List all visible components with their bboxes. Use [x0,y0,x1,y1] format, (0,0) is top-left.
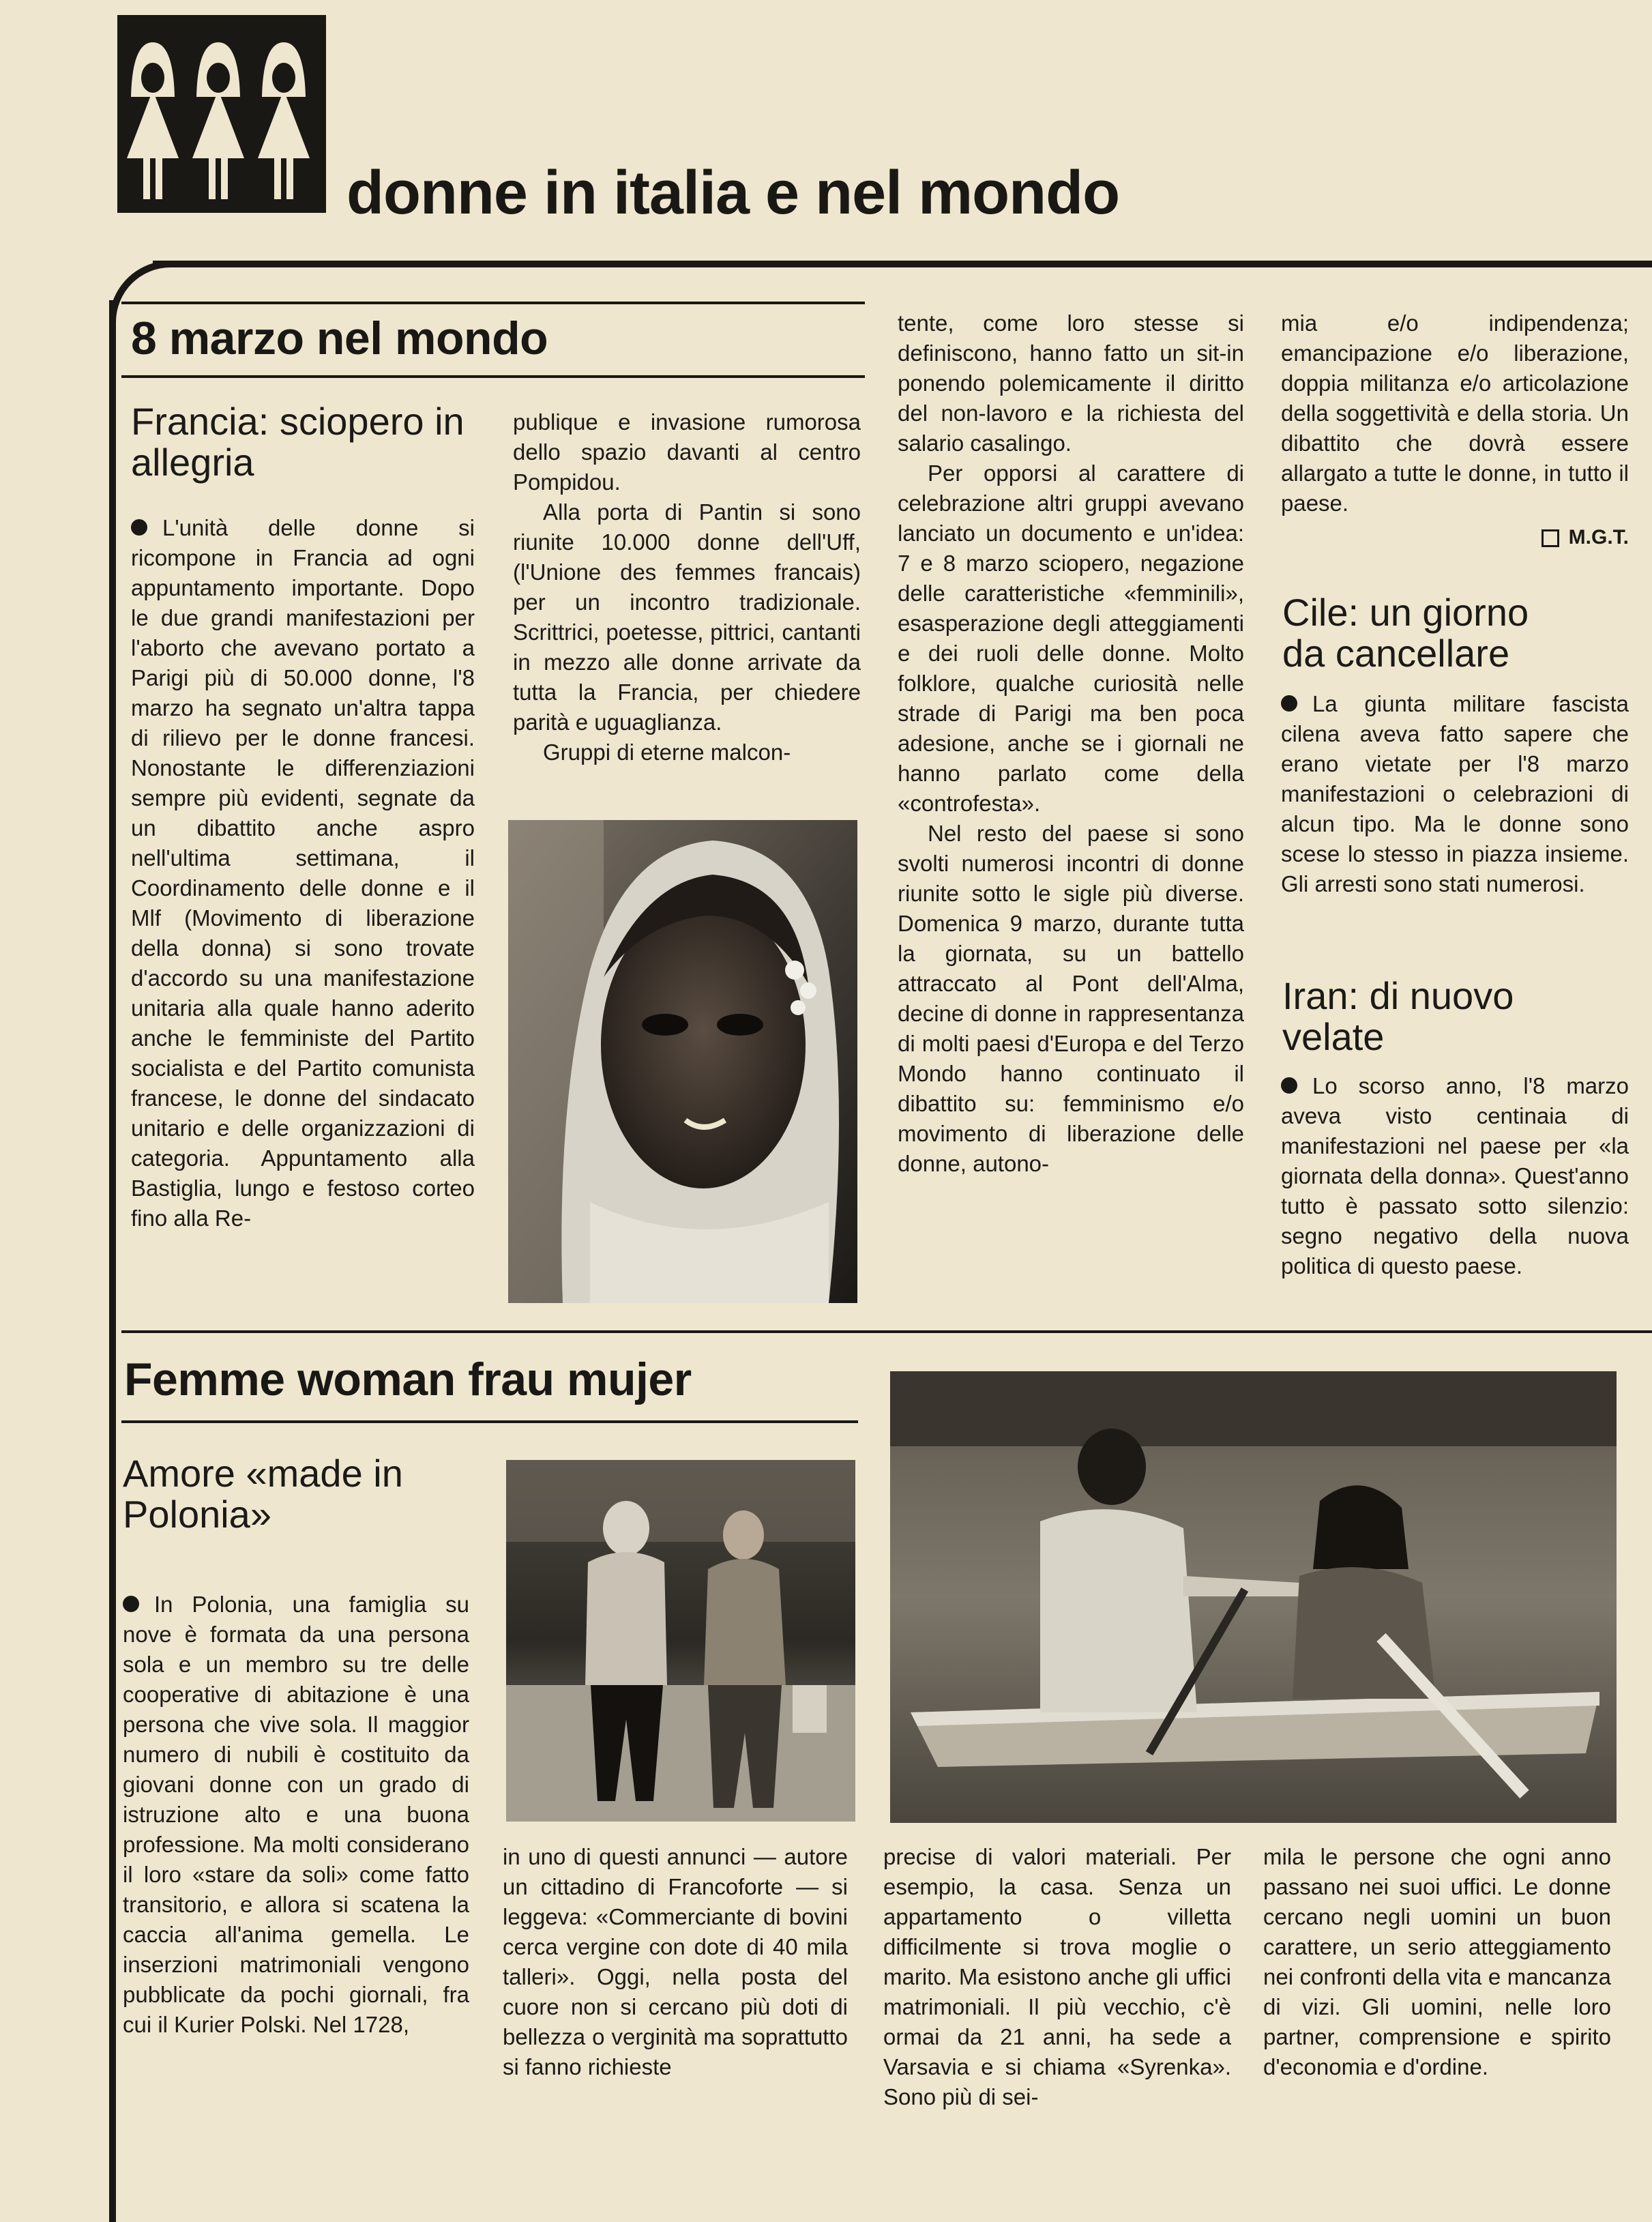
column-francia-2 [513,407,861,768]
francia-text-5: tente, come loro stesse si definiscono, hanno fatto un sit-in ponendo polemicamente il diritto del non-lavoro e la richiesta del salario casalingo. [898,310,1244,456]
article-headline-femme: Femme woman frau mujer [124,1354,692,1405]
column-polonia-1 [123,1590,469,2040]
subhead-cile: Cile: un giorno da cancellare [1282,591,1529,675]
francia-text-7: Nel resto del paese si sono svolti numerosi incontri di donne riunite sotto le sigle più diverse. Domenica 9 marzo, durante tutta la giornata, su un battello attraccato al Pont dell'Alma, decine di donne in rappresentanza di molti paesi d'Europa e del Terzo Mondo hanno continuato il dibattito su: femminismo e/o movimento di liberazione delle donne, autono- [898,821,1244,1176]
column-polonia-4 [1263,1842,1611,2082]
column-francia-3 [898,308,1244,1179]
column-polonia-3 [883,1842,1231,2112]
column-francia-1 [131,513,475,1233]
polonia-text-4: mila le persone che ogni anno passano nei suoi uffici. Le donne cercano negli uomini un buon carattere, un serio atteggiamento nei confronti della vita e mancanza di vizi. Gli uomini, nelle loro partner, comprensione e spirito d'economia e d'ordine. [1263,1844,1611,2079]
section-title: donne in italia e nel mondo [346,159,1120,227]
photo-couple-walking [506,1460,855,1822]
bullet-icon [131,519,147,536]
bullet-icon [1281,1077,1297,1094]
francia-text-1: L'unità delle donne si ricompone in Francia ad ogni appuntamento importante. Dopo le due grandi manifestazioni per l'aborto che avevano portato a Parigi più di 50.000 donne, l'8 marzo ha segnato un'altra tappa di rilievo per le donne francesi. Nonostante le differenziazioni sempre più evidenti, segnate da un dibattito anche aspro nell'ultima settimana, il Coordinamento delle donne e il Mlf (Movimento di liberazione della donna) si sono trovate d'accordo su una manifestazione unitaria alla quale hanno aderito anche le femministe del Partito socialista e del Partito comunista francese, le donne del sindacato unitario e delle organizzazioni di categoria. Appuntamento alla Bastiglia, lungo e festoso corteo fino alla Re- [131,515,475,1231]
polonia-text-2: in uno di questi annunci — autore un cittadino di Francoforte — si leggeva: «Commerciante di bovini cerca vergine con dote di 40 mila talleri». Oggi, nella posta del cuore non si cercano più doti di bellezza o verginità ma soprattutto si fanno richieste [503,1844,848,2079]
francia-text-8: mia e/o indipendenza; emancipazione e/o liberazione, doppia militanza e/o articolazione della soggettività e della storia. Un dibattito che dovrà essere allargato a tutte le donne, in tutto il paese. [1281,310,1629,516]
polonia-text-1: In Polonia, una famiglia su nove è formata da una persona sola e un membro su tre delle cooperative di abitazione è una persona che vive sola. Il maggior numero di nubili è costituito da giovani donne con un grado di istruzione alto e una buona professione. Ma molti considerano il loro «stare da soli» come fatto transitorio, e allora si scatena la caccia all'anima gemella. Le inserzioni matrimoniali vengono pubblicate da pochi giornali, fra cui il Kurier Polski. Nel 1728, [123,1592,469,2037]
column-iran [1281,1071,1629,1281]
square-icon [1542,529,1559,547]
cile-text: La giunta militare fascista cilena aveva fatto sapere che erano vietate per l'8 marzo manifestazioni o celebrazioni di alcun tipo. Ma le donne sono scese lo stesso in piazza insieme. Gli arresti sono stati numerosi. [1281,691,1629,896]
subhead-polonia: Amore «made in Polonia» [123,1452,403,1536]
headline-rule-bottom [121,375,865,378]
photo-couple-rowing-boat [890,1371,1617,1823]
signature: M.G.T. [1281,523,1629,553]
francia-text-3: Alla porta di Pantin si sono riunite 10.000 donne dell'Uff, (l'Unione des femmes francais) per un incontro tradizionale. Scrittrici, poetesse, pittrici, cantanti in mezzo alle donne arrivate da tutta la Francia, per chiedere parità e uguaglianza. [513,499,861,735]
subhead-francia: Francia: sciopero in allegria [131,400,464,484]
polonia-text-3: precise di valori materiali. Per esempio, la casa. Senza un appartamento o villetta difficilmente si trova moglie o marito. Ma esistono anche gli uffici matrimoniali. Il più vecchio, c'è ormai da 21 anni, ha sede a Varsavia e si chiama «Syrenka». Sono più di sei- [883,1844,1231,2109]
francia-text-2: publique e invasione rumorosa dello spazio davanti al centro Pompidou. [513,409,861,495]
bullet-icon [1281,695,1297,712]
photo-veiled-woman [508,820,857,1303]
francia-text-4: Gruppi di eterne malcon- [543,740,791,765]
headline-rule-top [121,302,865,304]
article-divider [121,1330,1652,1333]
frame-left-rule [109,300,116,2222]
frame-top-rule [153,261,1652,267]
bullet-icon [123,1596,139,1612]
column-polonia-2 [503,1842,848,2082]
article-headline-8-marzo: 8 marzo nel mondo [131,312,548,364]
column-cile [1281,689,1629,899]
women-figures-logo [117,15,326,213]
subhead-iran: Iran: di nuovo velate [1282,974,1514,1058]
francia-text-6: Per opporsi al carattere di celebrazione altri gruppi avevano lanciato un documento e un'idea: 7 e 8 marzo sciopero, negazione delle caratteristiche «femminili», esasperazione degli atteggiamenti e dei ruoli delle donne. Molto folklore, qualche curiosità nelle strade di Parigi ma ben poca adesione, anche se i giornali ne hanno parlato come della «controfesta». [898,461,1244,816]
column-francia-4 [1281,308,1629,553]
headline-rule-femme [121,1420,858,1423]
iran-text: Lo scorso anno, l'8 marzo aveva visto centinaia di manifestazioni nel paese per «la giornata della donna». Quest'anno tutto è passato sotto silenzio: segno negativo della nuova politica di questo paese. [1281,1073,1629,1278]
